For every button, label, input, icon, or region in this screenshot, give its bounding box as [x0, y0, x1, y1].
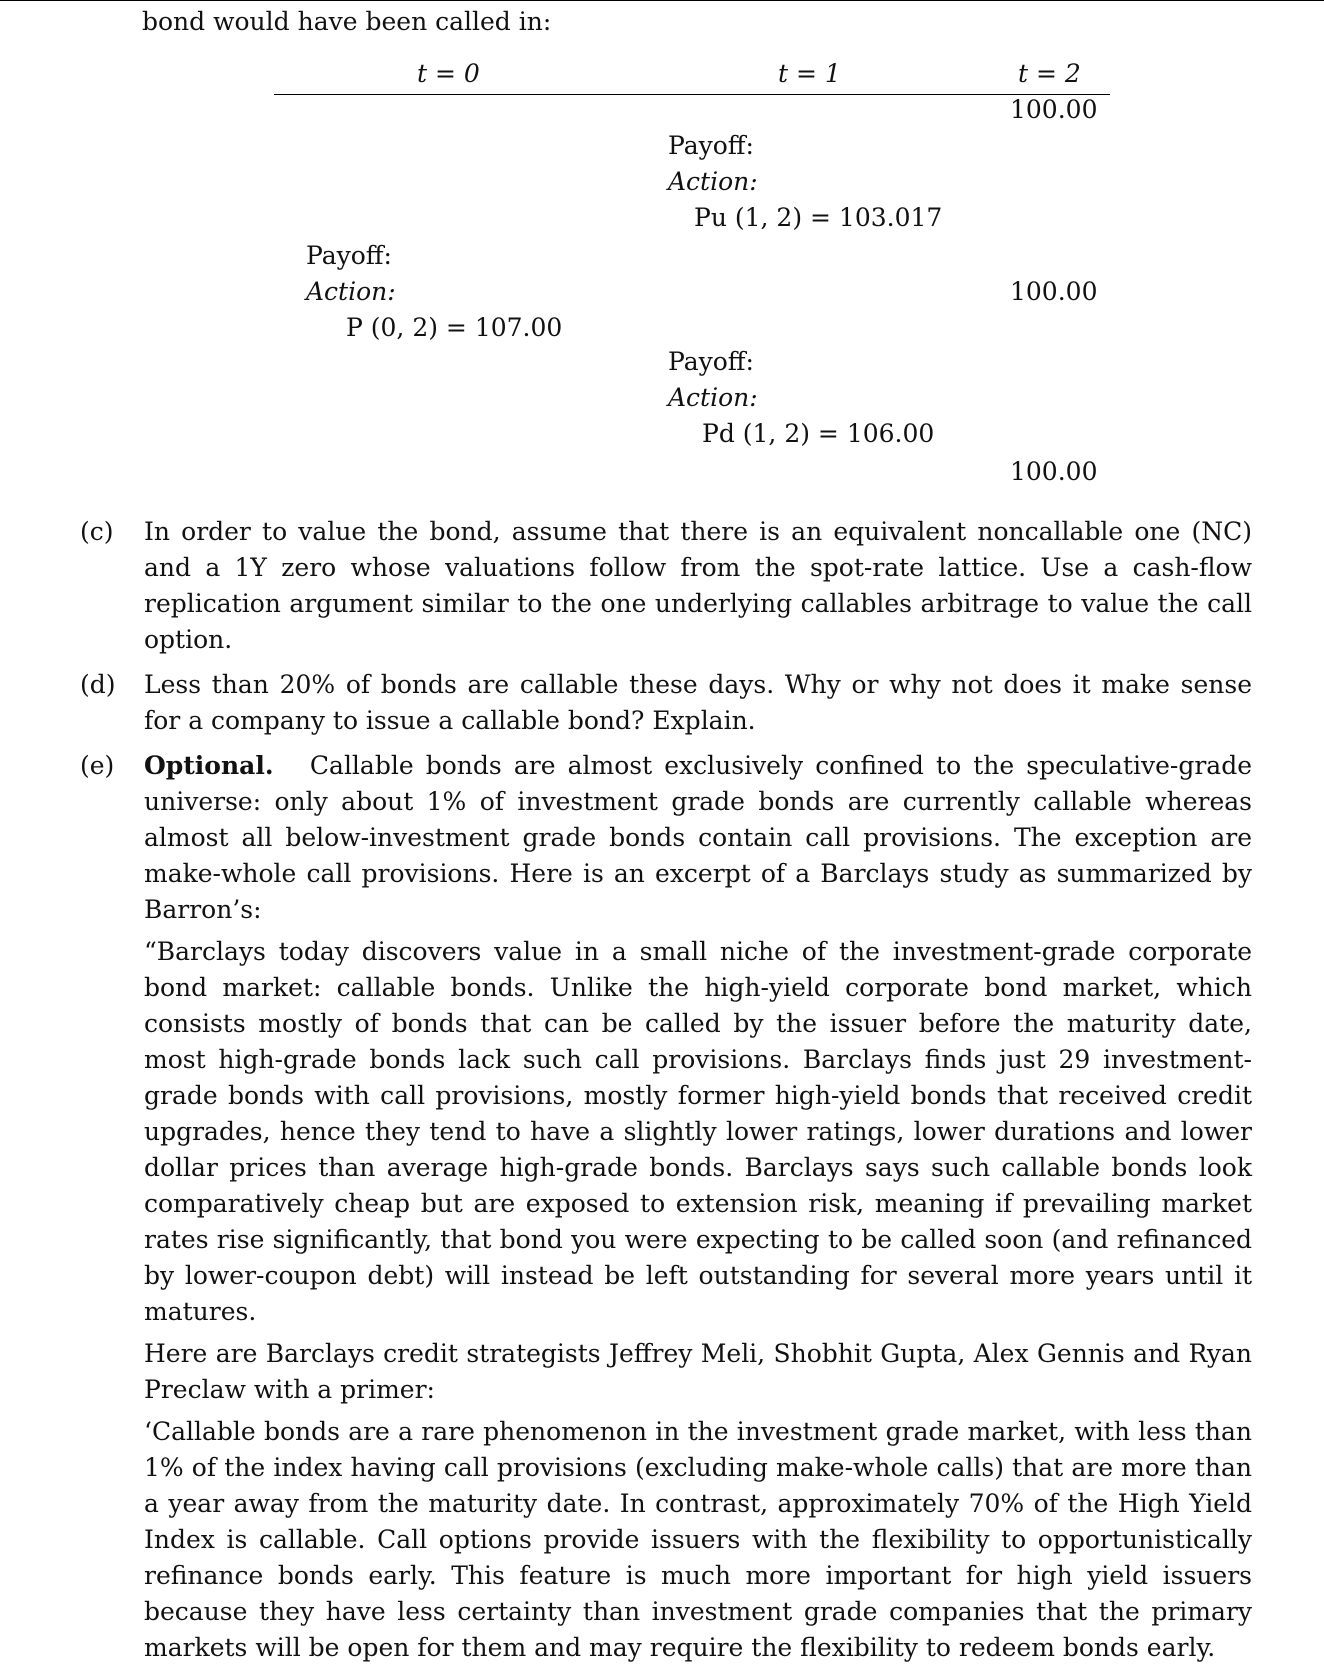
top-rule: [0, 0, 1324, 1]
down-node-price: Pd (1, 2) = 106.00: [702, 419, 935, 448]
item-d-label: (d): [80, 670, 116, 699]
up-node-price: Pu (1, 2) = 103.017: [694, 203, 943, 232]
header-t0: t = 0: [417, 59, 480, 88]
down-node-payoff-label: Payoff:: [668, 347, 754, 376]
item-d: [80, 667, 1252, 739]
t2-value-middle: 100.00: [1010, 277, 1098, 306]
item-e-primer-intro: Here are Barclays credit strategists Jeffrey Meli, Shobhit Gupta, Alex Gennis and Ryan Preclaw with a primer:: [144, 1339, 1252, 1404]
down-node-action-label: Action:: [668, 383, 758, 412]
item-c-text: In order to value the bond, assume that there is an equivalent noncallable one (NC) and a 1Y zero whose valuations follow from the spot-rate lattice. Use a cash-flow replication argument similar to the one underlying callables arbitrage to value the call option.: [144, 517, 1252, 654]
item-e: [80, 748, 1252, 1666]
root-node-payoff-label: Payoff:: [306, 241, 392, 270]
item-e-bold-lead: Optional.: [144, 751, 274, 780]
item-e-quote2: ‘Callable bonds are a rare phenomenon in the investment grade market, with less than 1% of the index having call provisions (excluding make-whole calls) that are more than a year away from the maturity date. In contrast, approximately 70% of the High Yield Index is callable. Call options provide issuers with the flexibility to opportunistically refinance bonds early. This feature is much more important for high yield issuers because they have less certainty than investment grade companies that the primary markets will be open for them and may require the flexibility to redeem bonds early.: [144, 1417, 1252, 1662]
t2-value-bottom: 100.00: [1010, 457, 1098, 486]
item-c-label: (c): [80, 517, 114, 546]
up-node-action-label: Action:: [668, 167, 758, 196]
item-c: [80, 514, 1252, 658]
item-d-text: Less than 20% of bonds are callable these days. Why or why not does it make sense for a company to issue a callable bond? Explain.: [144, 670, 1252, 735]
item-e-quote1: “Barclays today discovers value in a small niche of the investment-grade corporate bond market: callable bonds. Unlike the high-yield corporate bond market, which consists mostly of bonds that can be called by the issuer before the maturity date, most high-grade bonds lack such call provisions. Barclays finds just 29 investment-grade bonds with call provisions, mostly former high-yield bonds that received credit upgrades, hence they tend to have a slightly lower ratings, lower durations and lower dollar prices than average high-grade bonds. Barclays says such callable bonds look comparatively cheap but are exposed to extension risk, meaning if prevailing market rates rise significantly, that bond you were expecting to be called soon (and refinanced by lower-coupon debt) will instead be left outstanding for several more years until it matures.: [144, 937, 1252, 1326]
up-node-payoff-label: Payoff:: [668, 131, 754, 160]
item-e-label: (e): [80, 751, 115, 780]
header-t1: t = 1: [778, 59, 841, 88]
item-e-text: Callable bonds are almost exclusively confined to the speculative-grade universe: only about 1% of investment grade bonds are currently callable whereas almost all below-investment grade bonds contain call provisions. The exception are make-whole call provisions. Here is an excerpt of a Barclays study as summarized by Barron’s:: [144, 751, 1253, 924]
t2-value-top: 100.00: [1010, 95, 1098, 124]
header-rule: [274, 94, 1110, 95]
root-node-action-label: Action:: [306, 277, 396, 306]
question-list: [80, 514, 1252, 1675]
root-node-price: P (0, 2) = 107.00: [346, 313, 563, 342]
item-e-intro: [144, 748, 1252, 928]
intro-line: bond would have been called in:: [142, 7, 552, 36]
header-t2: t = 2: [1018, 59, 1081, 88]
